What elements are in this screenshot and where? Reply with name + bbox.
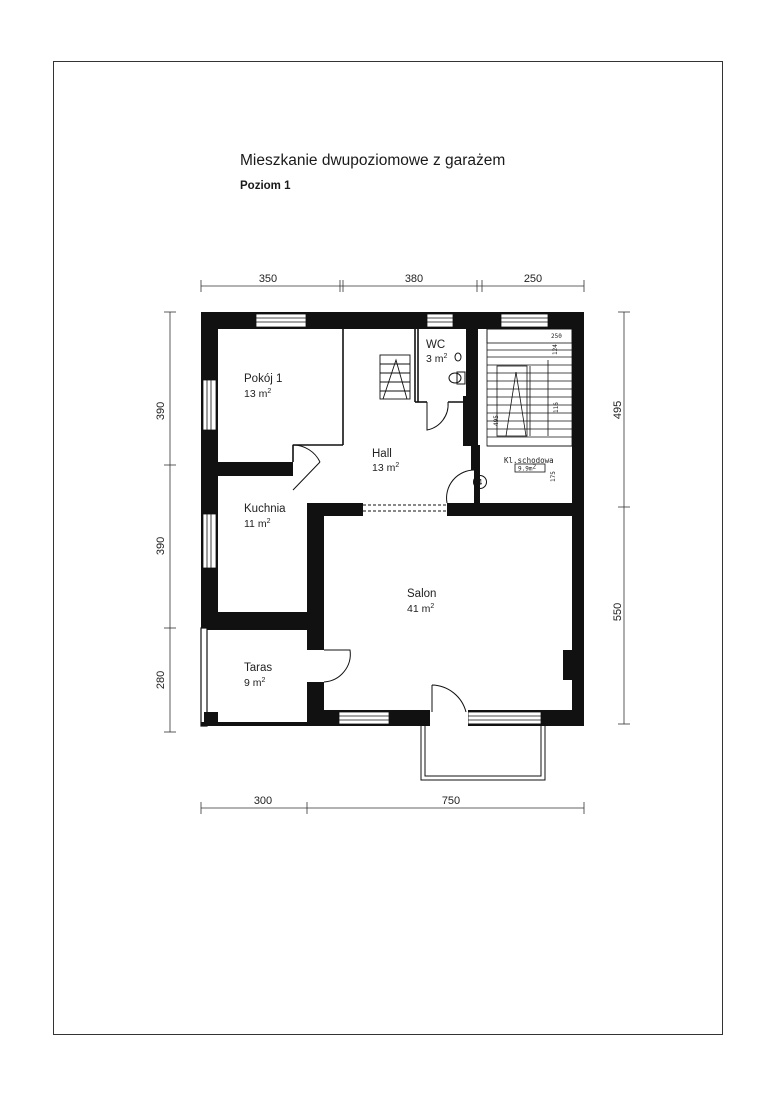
salon-pillar [563,650,573,680]
stair-dim-c: 116 [553,402,560,413]
window-pokoj-side [203,380,216,430]
door-wc [427,402,448,430]
wall-wc-right [466,329,478,401]
dim-bottom-1: 300 [253,795,273,807]
dim-left-3: 280 [155,670,167,690]
plan-title: Mieszkanie dwupoziomowe z garażem [240,152,506,169]
room-salon-area: 41 $m^2$ [407,603,435,615]
wall-hall-salon-left [307,503,363,516]
svg-text:9.9m2 [518,464,536,473]
window-salon-bottom [339,712,389,724]
staircase-symbol-label: 4 [477,478,483,487]
dimension-lines [164,280,630,814]
room-taras-name: Taras [244,662,273,674]
dim-top-3: 250 [523,273,543,285]
staircase-label: Kl.schodowa [504,456,554,465]
dim-top-1: 350 [258,273,278,285]
kitchen-mark [316,552,320,557]
room-hall-area: 13 $m^2$ [372,462,400,474]
stair-dim-width: 250 [551,333,562,340]
room-wc-name: WC [426,339,446,351]
toilet-icon [449,372,465,384]
wall-salon-left-lower [307,682,324,726]
dim-bottom-2: 750 [441,795,461,807]
room-kuchnia-area: 11 $m^2$ [244,518,271,530]
outer-wall-right-upper [572,312,584,508]
room-wc-area: 3 $m^2$ [426,353,448,365]
window-salon-right [468,712,541,724]
sink-icon [455,353,461,361]
wall-hall-salon-right [447,503,584,516]
room-pokoj-area: 13 $m^2$ [244,388,272,400]
window-kuchnia [203,514,216,568]
room-pokoj-name: Pokój 1 [244,373,283,385]
room-taras-area: 9 $m^2$ [244,677,266,689]
outer-wall-right-lower [572,508,584,726]
door-pokoj [293,445,320,462]
stair-dim-b: 495 [493,415,500,426]
door-stair [447,470,475,503]
dim-left-2: 390 [155,536,167,556]
dim-left-1: 390 [155,401,167,421]
stair-dim-d: 175 [550,471,557,482]
room-kuchnia-name: Kuchnia [244,503,286,515]
wall-pokoj-kuchnia [201,462,293,476]
room-hall-name: Hall [372,448,392,460]
dim-right-1: 495 [612,400,624,420]
staircase-area: 9.9m [518,465,533,473]
dim-right-2: 550 [612,602,624,622]
staircase-main [487,329,572,446]
staircase-area-sup: 2 [532,463,537,471]
room-salon-name: Salon [407,588,437,600]
wall-kuchnia-bottom [201,612,321,630]
window-pokoj-top [256,314,306,327]
hall-salon-opening [363,505,447,511]
window-stair [501,314,548,327]
dim-top-2: 380 [404,273,424,285]
door-taras [324,650,350,682]
staircase-hall [380,355,410,399]
door-balcony [432,685,466,712]
plan-subtitle: Poziom 1 [240,180,291,192]
stair-dim-a: 124 [552,344,559,355]
window-wc [427,314,453,327]
